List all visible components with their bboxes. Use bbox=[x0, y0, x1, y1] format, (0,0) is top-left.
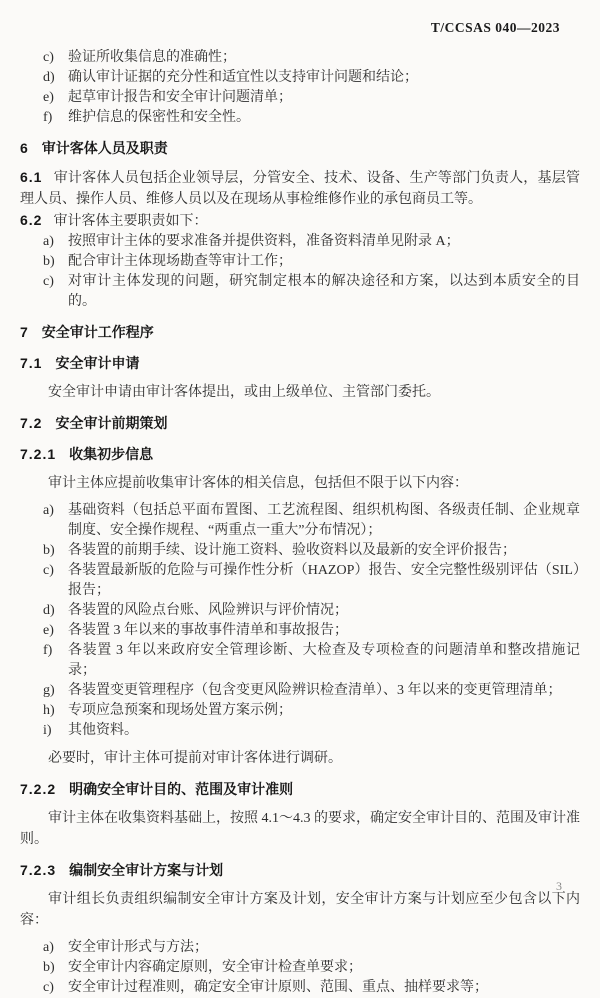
doc-number-header: T/CCSAS 040—2023 bbox=[430, 20, 560, 35]
list-item-marker: g) bbox=[43, 683, 55, 698]
list-item-marker: c) bbox=[43, 274, 54, 289]
list-item bbox=[20, 621, 580, 641]
list-item bbox=[20, 938, 580, 958]
section-title: 编制安全审计方案与计划 bbox=[69, 862, 224, 878]
list-item bbox=[20, 958, 580, 978]
list-item bbox=[20, 68, 580, 88]
list-item bbox=[20, 641, 580, 681]
list-item-text: 按照审计主体的要求准备并提供资料，准备资料清单见附录 A； bbox=[68, 234, 460, 249]
section-heading-7.2 bbox=[20, 413, 580, 434]
section-title: 安全审计申请 bbox=[55, 355, 140, 371]
section-heading-7 bbox=[20, 322, 580, 343]
list-item-text: 验证所收集信息的准确性； bbox=[68, 50, 236, 65]
body-paragraph: 审计主体在收集资料基础上，按照 4.1～4.3 的要求，确定安全审计目的、范围及审计准则。 bbox=[20, 811, 580, 847]
list-item-text: 其他资料。 bbox=[68, 723, 138, 738]
list-item-marker: c) bbox=[43, 50, 54, 65]
section-number: 7.2.3 bbox=[20, 862, 57, 878]
list-item bbox=[20, 701, 580, 721]
section-heading-7.2.1 bbox=[20, 444, 580, 465]
clause-paragraph-6.2 bbox=[20, 210, 580, 232]
item-list bbox=[20, 48, 580, 128]
list-item-marker: e) bbox=[43, 623, 54, 638]
list-item-text: 各装置 3 年以来的事故事件清单和事故报告； bbox=[68, 623, 348, 638]
section-title: 安全审计前期策划 bbox=[55, 415, 168, 431]
body-paragraph: 审计主体应提前收集审计客体的相关信息，包括但不限于以下内容： bbox=[48, 476, 468, 491]
list-item-marker: f) bbox=[43, 643, 53, 658]
section-title: 安全审计工作程序 bbox=[41, 324, 154, 340]
list-item bbox=[20, 561, 580, 601]
list-item-text: 安全审计内容确定原则，安全审计检查单要求； bbox=[68, 960, 362, 975]
section-heading-6 bbox=[20, 138, 580, 159]
list-item-marker: h) bbox=[43, 703, 55, 718]
list-item bbox=[20, 252, 580, 272]
list-item bbox=[20, 721, 580, 741]
body-paragraph: 安全审计申请由审计客体提出，或由上级单位、主管部门委托。 bbox=[48, 385, 440, 400]
item-list bbox=[20, 501, 580, 741]
list-item-text: 专项应急预案和现场处置方案示例； bbox=[68, 703, 292, 718]
list-item-marker: b) bbox=[43, 960, 55, 975]
section-title: 明确安全审计目的、范围及审计准则 bbox=[69, 781, 294, 797]
list-item-text: 对审计主体发现的问题，研究制定根本的解决途径和方案，以达到本质安全的目的。 bbox=[68, 274, 580, 309]
section-title: 收集初步信息 bbox=[69, 446, 154, 462]
section-number: 7.2 bbox=[20, 415, 43, 431]
list-item-text: 各装置最新版的危险与可操作性分析（HAZOP）报告、安全完整性级别评估（SIL）报告； bbox=[68, 563, 580, 598]
clause-text: 审计客体主要职责如下： bbox=[53, 214, 208, 229]
list-item-text: 各装置的前期手续、设计施工资料、验收资料以及最新的安全评价报告； bbox=[68, 543, 516, 558]
section-number: 7.1 bbox=[20, 355, 43, 371]
list-item-text: 各装置变更管理程序（包含变更风险辨识检查清单）、3 年以来的变更管理清单； bbox=[68, 683, 562, 698]
list-item bbox=[20, 501, 580, 541]
list-item-text: 维护信息的保密性和安全性。 bbox=[68, 110, 250, 125]
section-heading-7.1 bbox=[20, 353, 580, 374]
clause-number: 6.2 bbox=[20, 212, 43, 228]
list-item bbox=[20, 601, 580, 621]
list-item-marker: c) bbox=[43, 980, 54, 995]
list-item bbox=[20, 48, 580, 68]
clause-text: 审计客体人员包括企业领导层，分管安全、技术、设备、生产等部门负责人，基层管理人员、操作人员、维修人员以及在现场从事检维修作业的承包商员工等。 bbox=[20, 171, 580, 207]
section-title: 审计客体人员及职责 bbox=[41, 140, 168, 156]
list-item-marker: e) bbox=[43, 90, 54, 105]
body-paragraph: 审计组长负责组织编制安全审计方案及计划，安全审计方案与计划应至少包含以下内容： bbox=[20, 892, 580, 928]
list-item bbox=[20, 541, 580, 561]
document-content bbox=[20, 48, 580, 998]
list-item bbox=[20, 978, 580, 998]
item-list bbox=[20, 938, 580, 998]
list-item-marker: a) bbox=[43, 234, 54, 249]
list-item bbox=[20, 88, 580, 108]
section-number: 7.2.2 bbox=[20, 781, 57, 797]
list-item-text: 确认审计证据的充分性和适宜性以支持审计问题和结论； bbox=[68, 70, 418, 85]
clause-paragraph-6.1 bbox=[20, 167, 580, 210]
list-item-text: 安全审计过程准则，确定安全审计原则、范围、重点、抽样要求等； bbox=[68, 980, 488, 995]
list-item-marker: c) bbox=[43, 563, 54, 578]
list-item bbox=[20, 272, 580, 312]
list-item bbox=[20, 232, 580, 252]
list-item-text: 起草审计报告和安全审计问题清单； bbox=[68, 90, 292, 105]
item-list bbox=[20, 232, 580, 312]
section-number: 7.2.1 bbox=[20, 446, 57, 462]
body-paragraph: 必要时，审计主体可提前对审计客体进行调研。 bbox=[48, 751, 342, 766]
section-number: 6 bbox=[20, 140, 29, 156]
list-item bbox=[20, 108, 580, 128]
list-item-marker: a) bbox=[43, 503, 54, 518]
list-item-marker: d) bbox=[43, 70, 55, 85]
list-item-marker: f) bbox=[43, 110, 53, 125]
list-item-marker: d) bbox=[43, 603, 55, 618]
list-item-text: 各装置 3 年以来政府安全管理诊断、大检查及专项检查的问题清单和整改措施记录； bbox=[68, 643, 580, 678]
clause-number: 6.1 bbox=[20, 169, 43, 185]
list-item bbox=[20, 681, 580, 701]
list-item-marker: b) bbox=[43, 543, 55, 558]
list-item-text: 安全审计形式与方法； bbox=[68, 940, 208, 955]
section-heading-7.2.2 bbox=[20, 779, 580, 800]
section-number: 7 bbox=[20, 324, 29, 340]
list-item-text: 基础资料（包括总平面布置图、工艺流程图、组织机构图、各级责任制、企业规章制度、安全操作规程、“两重点一重大”分布情况）； bbox=[68, 503, 580, 538]
list-item-marker: b) bbox=[43, 254, 55, 269]
page-number: 3 bbox=[556, 879, 562, 893]
list-item-text: 各装置的风险点台账、风险辨识与评价情况； bbox=[68, 603, 348, 618]
section-heading-7.2.3 bbox=[20, 860, 580, 881]
list-item-text: 配合审计主体现场勘查等审计工作； bbox=[68, 254, 292, 269]
list-item-marker: a) bbox=[43, 940, 54, 955]
list-item-marker: i) bbox=[43, 723, 52, 738]
